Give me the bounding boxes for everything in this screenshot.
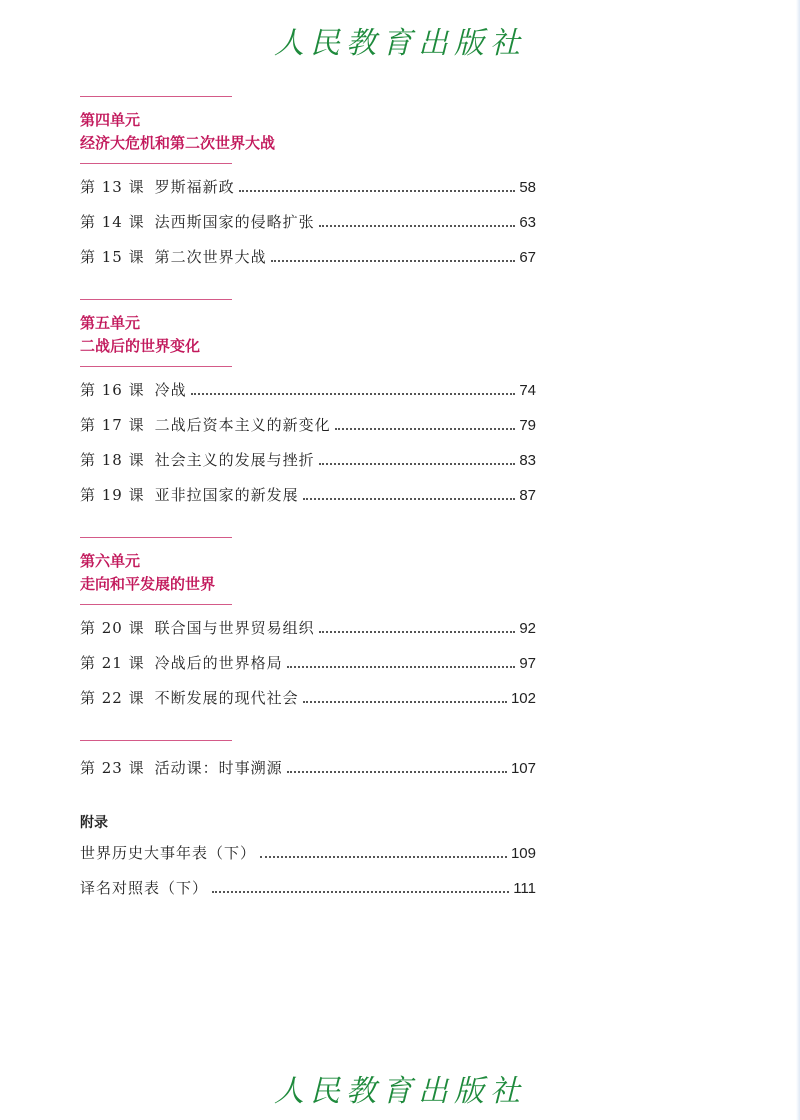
toc-entry-lesson-21[interactable] xyxy=(80,646,536,681)
toc-entry-lesson-20[interactable] xyxy=(80,611,536,646)
toc-entry-appendix-glossary[interactable] xyxy=(80,871,536,906)
toc-entry-lesson-17[interactable] xyxy=(80,408,536,443)
lesson-number: 第 22 课 xyxy=(80,689,145,707)
dot-leader xyxy=(303,497,516,500)
lesson-number: 第 18 课 xyxy=(80,451,145,469)
lesson-number: 第 21 课 xyxy=(80,654,145,672)
publisher-logo-top: 人民教育出版社 xyxy=(274,26,526,61)
toc-entry-lesson-23[interactable] xyxy=(80,751,536,786)
toc-entry-appendix-timeline[interactable] xyxy=(80,836,536,871)
page-number: 92 xyxy=(519,620,536,637)
lesson-number: 第 16 课 xyxy=(80,381,145,399)
page-number: 97 xyxy=(519,655,536,672)
lesson-title: 罗斯福新政 xyxy=(154,178,235,196)
lesson-title: 法西斯国家的侵略扩张 xyxy=(154,213,315,231)
appendix-section xyxy=(80,808,536,906)
lesson-title: 第二次世界大战 xyxy=(154,248,267,266)
page-number: 109 xyxy=(510,845,536,862)
unit-title: 经济大危机和第二次世界大战 xyxy=(80,134,276,152)
page-number: 58 xyxy=(519,179,536,196)
dot-leader xyxy=(287,770,507,773)
unit-number: 第六单元 xyxy=(80,552,141,570)
unit-rule-top xyxy=(80,537,232,538)
unit-6 xyxy=(80,537,536,716)
lesson-title: 冷战 xyxy=(154,381,187,399)
appendix-title: 译名对照表（下） xyxy=(80,879,209,897)
publisher-logo-bottom: 人民教育出版社 xyxy=(274,1074,526,1109)
appendix-heading: 附录 xyxy=(80,814,108,830)
unit-5 xyxy=(80,299,536,513)
activity-section xyxy=(80,740,536,786)
page-edge xyxy=(796,0,800,1120)
page-number: 107 xyxy=(510,760,536,777)
dot-leader xyxy=(212,890,509,893)
dot-leader xyxy=(319,224,516,227)
lesson-title: 联合国与世界贸易组织 xyxy=(154,619,315,637)
unit-title: 走向和平发展的世界 xyxy=(80,575,216,593)
lesson-title: 社会主义的发展与挫折 xyxy=(154,451,315,469)
dot-leader xyxy=(303,700,507,703)
lesson-title: 活动课：时事溯源 xyxy=(154,759,283,777)
unit-number: 第四单元 xyxy=(80,111,141,129)
lesson-title: 二战后资本主义的新变化 xyxy=(154,416,331,434)
dot-leader xyxy=(191,392,516,395)
toc-entry-lesson-18[interactable] xyxy=(80,443,536,478)
lesson-number: 第 13 课 xyxy=(80,178,145,196)
toc-entry-lesson-15[interactable] xyxy=(80,240,536,275)
page-number: 79 xyxy=(519,417,536,434)
lesson-number: 第 15 课 xyxy=(80,248,145,266)
page-number: 87 xyxy=(519,487,536,504)
lesson-number: 第 14 课 xyxy=(80,213,145,231)
lesson-title: 亚非拉国家的新发展 xyxy=(154,486,299,504)
dot-leader xyxy=(239,189,516,192)
page-number: 67 xyxy=(519,249,536,266)
toc-entry-lesson-14[interactable] xyxy=(80,205,536,240)
dot-leader xyxy=(335,427,516,430)
toc-entry-lesson-22[interactable] xyxy=(80,681,536,716)
lesson-number: 第 19 课 xyxy=(80,486,145,504)
dot-leader xyxy=(287,665,516,668)
unit-title: 二战后的世界变化 xyxy=(80,337,201,355)
lesson-number: 第 17 课 xyxy=(80,416,145,434)
dot-leader xyxy=(319,462,516,465)
unit-rule-bottom xyxy=(80,604,232,605)
activity-rule xyxy=(80,740,232,741)
unit-rule-bottom xyxy=(80,163,232,164)
page-number: 83 xyxy=(519,452,536,469)
dot-leader xyxy=(319,630,516,633)
page-number: 63 xyxy=(519,214,536,231)
toc-entry-lesson-16[interactable] xyxy=(80,373,536,408)
lesson-title: 冷战后的世界格局 xyxy=(154,654,283,672)
dot-leader xyxy=(271,259,516,262)
table-of-contents xyxy=(80,96,536,906)
lesson-number: 第 20 课 xyxy=(80,619,145,637)
toc-entry-lesson-13[interactable] xyxy=(80,170,536,205)
page-number: 102 xyxy=(510,690,536,707)
unit-rule-top xyxy=(80,96,232,97)
lesson-title: 不断发展的现代社会 xyxy=(154,689,299,707)
page-number: 111 xyxy=(513,880,536,897)
unit-number: 第五单元 xyxy=(80,314,141,332)
toc-entry-lesson-19[interactable] xyxy=(80,478,536,513)
appendix-title: 世界历史大事年表（下） xyxy=(80,844,257,862)
lesson-number: 第 23 课 xyxy=(80,759,145,777)
dot-leader xyxy=(260,855,507,858)
unit-4 xyxy=(80,96,536,275)
unit-rule-bottom xyxy=(80,366,232,367)
unit-rule-top xyxy=(80,299,232,300)
page-number: 74 xyxy=(519,382,536,399)
